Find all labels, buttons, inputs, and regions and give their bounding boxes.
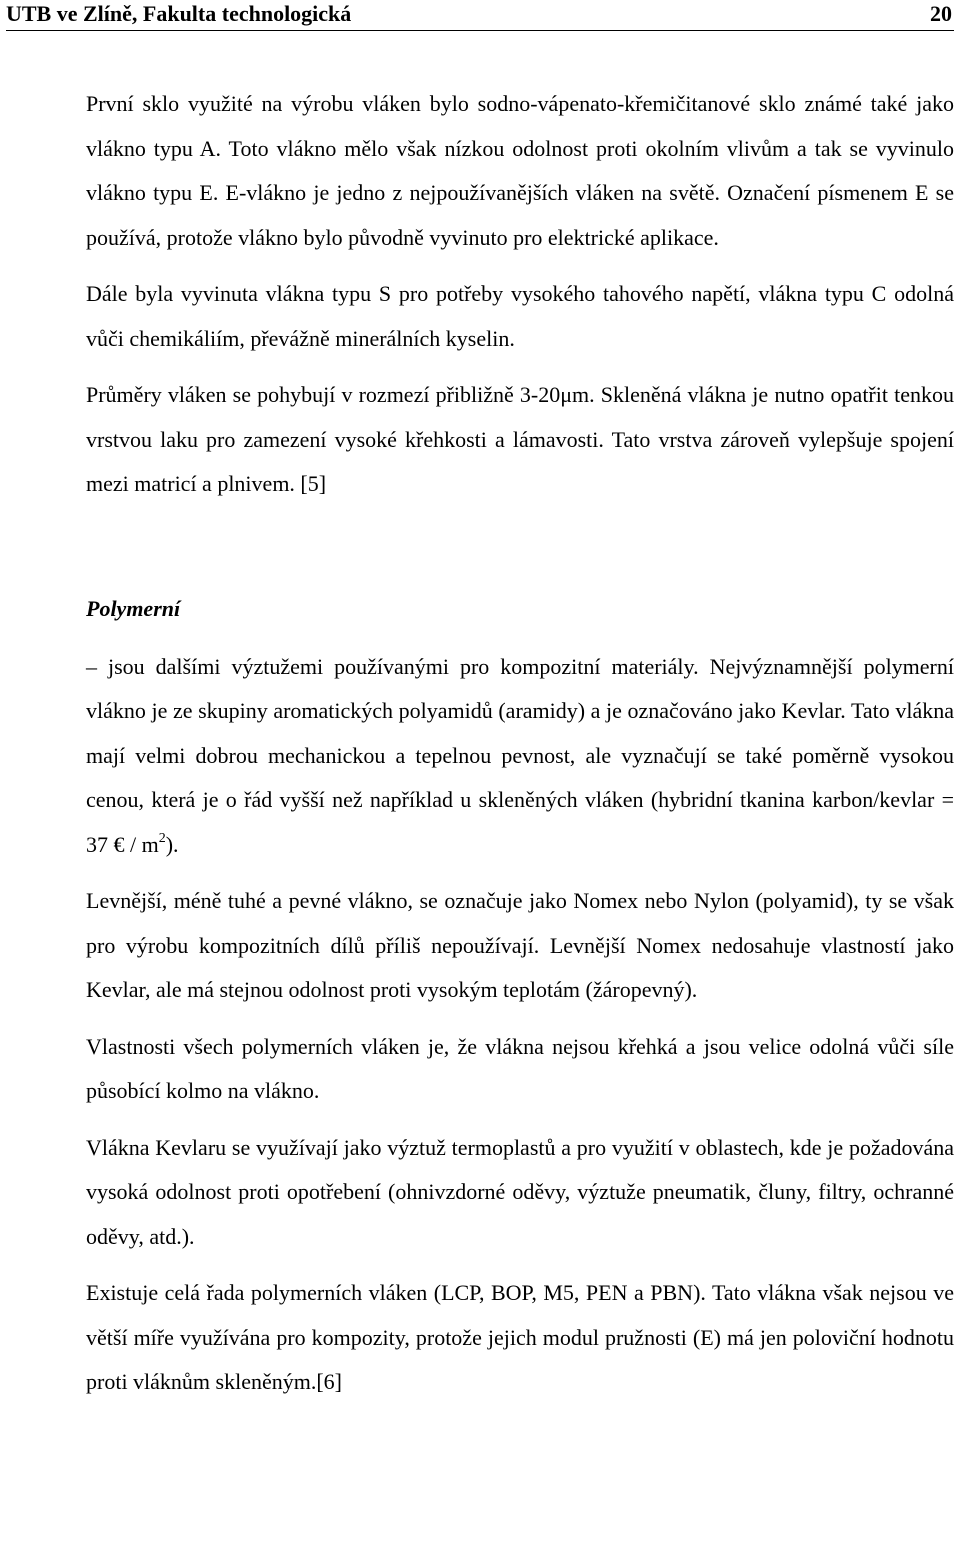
paragraph-s-c-fibers: Dále byla vyvinuta vlákna typu S pro potřeby vysokého tahového napětí, vlákna typu C odolná vůči chemikáliím, převážně minerálních kyselin. <box>86 281 954 351</box>
polymer-text-end: ). <box>165 831 179 857</box>
header-title: UTB ve Zlíně, Fakulta technologická <box>6 1 352 26</box>
section-heading-polymer: Polymerní <box>86 595 181 621</box>
paragraph-properties: Vlastnosti všech polymerních vláken je, že vlákna nejsou křehká a jsou velice odolná vůči síle působící kolmo na vlákno. <box>86 1033 954 1103</box>
paragraph-glass-fiber-types: První sklo využité na výrobu vláken bylo sodno-vápenato-křemičitanové sklo známé také jako vlákno typu A. Toto vlákno mělo však nízkou odolnost proti okolním vlivům a tak se vyvinulo vlákno typu E. E-vlákno je jedno z nejpoužívanějších vláken na světě. Označení písmenem E se používá, protože vlákno bylo původně vyvinuto pro elektrické aplikace. <box>86 91 954 250</box>
polymer-text: – jsou dalšími výztužemi používanými pro kompozitní materiály. Nejvýznamnější polymerní vlákno je ze skupiny aromatických polyamidů (aramidy) a je označováno jako Kevlar. Tato vlákna mají velmi dobrou mechanickou a tepelnou pevnost, ale vyznačují se také poměrně vysokou cenou, která je o řád vyšší než například u skleněných vláken (hybridní tkanina karbon/kevlar = 37 € / m <box>86 653 954 857</box>
paragraph-other-polymers: Existuje celá řada polymerních vláken (LCP, BOP, M5, PEN a PBN). Tato vlákna však nejsou ve větší míře využívána pro kompozity, protože jejich modul pružnosti (E) má jen poloviční hodnotu proti vláknům skleněným.[6] <box>86 1280 954 1394</box>
paragraph-fiber-diameter: Průměry vláken se pohybují v rozmezí přibližně 3-20μm. Skleněná vlákna je nutno opatřit tenkou vrstvou laku pro zamezení vysoké křehkosti a lámavosti. Tato vrstva zároveň vylepšuje spojení mezi matricí a plnivem. [5] <box>86 382 954 496</box>
paragraph-polymer-fibers <box>86 645 954 868</box>
superscript: 2 <box>158 830 166 846</box>
page-body <box>86 82 954 1405</box>
page-number: 20 <box>930 1 952 26</box>
paragraph-nomex: Levnější, méně tuhé a pevné vlákno, se označuje jako Nomex nebo Nylon (polyamid), ty se však pro výrobu kompozitních dílů příliš nepoužívají. Levnější Nomex nedosahuje vlastností jako Kevlar, ale má stejnou odolnost proti vysokým teplotám (žáropevný). <box>86 888 954 1002</box>
paragraph-kevlar-use: Vlákna Kevlaru se využívají jako výztuž termoplastů a pro využití v oblastech, kde je požadována vysoká odolnost proti opotřebení (ohnivzdorné oděvy, výztuže pneumatik, čluny, filtry, ochranné oděvy, atd.). <box>86 1134 954 1249</box>
page-header <box>6 0 954 31</box>
